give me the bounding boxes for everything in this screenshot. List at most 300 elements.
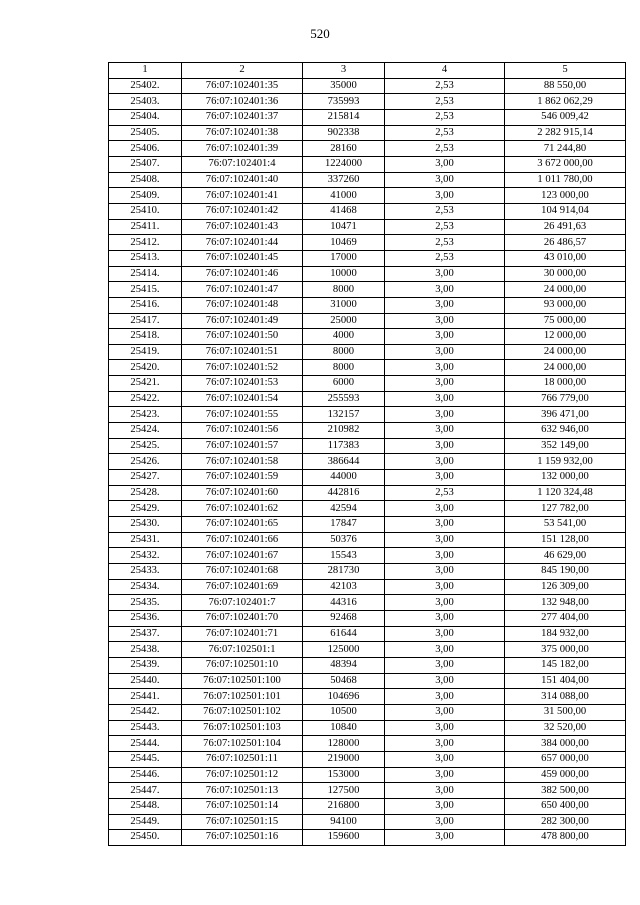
- amount-cell: 1 120 324,48: [505, 485, 626, 501]
- cadastral-number-cell: 76:07:102401:49: [182, 313, 303, 329]
- amount-cell: 12 000,00: [505, 329, 626, 345]
- area-cell: 215814: [303, 109, 385, 125]
- amount-cell: 31 500,00: [505, 704, 626, 720]
- area-cell: 6000: [303, 376, 385, 392]
- row-number-cell: 25433.: [109, 564, 182, 580]
- area-cell: 15543: [303, 548, 385, 564]
- amount-cell: 384 000,00: [505, 736, 626, 752]
- area-cell: 42594: [303, 501, 385, 517]
- rate-cell: 3,00: [385, 501, 505, 517]
- amount-cell: 151 128,00: [505, 532, 626, 548]
- row-number-cell: 25406.: [109, 141, 182, 157]
- rate-cell: 2,53: [385, 250, 505, 266]
- table-row: [109, 689, 626, 705]
- area-cell: 153000: [303, 767, 385, 783]
- amount-cell: 145 182,00: [505, 657, 626, 673]
- rate-cell: 2,53: [385, 141, 505, 157]
- table-row: [109, 501, 626, 517]
- column-header-2: 2: [182, 63, 303, 79]
- amount-cell: 282 300,00: [505, 814, 626, 830]
- amount-cell: 277 404,00: [505, 610, 626, 626]
- cadastral-number-cell: 76:07:102401:59: [182, 470, 303, 486]
- amount-cell: 53 541,00: [505, 517, 626, 533]
- cadastral-number-cell: 76:07:102401:52: [182, 360, 303, 376]
- row-number-cell: 25411.: [109, 219, 182, 235]
- cadastral-number-cell: 76:07:102401:41: [182, 188, 303, 204]
- rate-cell: 2,53: [385, 109, 505, 125]
- table-row: [109, 783, 626, 799]
- rate-cell: 3,00: [385, 767, 505, 783]
- rate-cell: 3,00: [385, 798, 505, 814]
- rate-cell: 3,00: [385, 376, 505, 392]
- rate-cell: 2,53: [385, 94, 505, 110]
- rate-cell: 3,00: [385, 313, 505, 329]
- cadastral-number-cell: 76:07:102401:58: [182, 454, 303, 470]
- table-row: [109, 344, 626, 360]
- row-number-cell: 25429.: [109, 501, 182, 517]
- row-number-cell: 25435.: [109, 595, 182, 611]
- row-number-cell: 25449.: [109, 814, 182, 830]
- header-row: [109, 63, 626, 79]
- row-number-cell: 25444.: [109, 736, 182, 752]
- row-number-cell: 25423.: [109, 407, 182, 423]
- area-cell: 337260: [303, 172, 385, 188]
- rate-cell: 3,00: [385, 454, 505, 470]
- amount-cell: 657 000,00: [505, 751, 626, 767]
- amount-cell: 18 000,00: [505, 376, 626, 392]
- table-row: [109, 830, 626, 846]
- rate-cell: 3,00: [385, 642, 505, 658]
- row-number-cell: 25440.: [109, 673, 182, 689]
- amount-cell: 1 862 062,29: [505, 94, 626, 110]
- amount-cell: 46 629,00: [505, 548, 626, 564]
- amount-cell: 88 550,00: [505, 78, 626, 94]
- cadastral-number-cell: 76:07:102501:13: [182, 783, 303, 799]
- amount-cell: 104 914,04: [505, 203, 626, 219]
- row-number-cell: 25408.: [109, 172, 182, 188]
- table-row: [109, 720, 626, 736]
- amount-cell: 127 782,00: [505, 501, 626, 517]
- rate-cell: 3,00: [385, 720, 505, 736]
- cadastral-number-cell: 76:07:102401:37: [182, 109, 303, 125]
- table-row: [109, 610, 626, 626]
- rate-cell: 3,00: [385, 814, 505, 830]
- row-number-cell: 25425.: [109, 438, 182, 454]
- table-row: [109, 532, 626, 548]
- table-row: [109, 172, 626, 188]
- cadastral-number-cell: 76:07:102501:11: [182, 751, 303, 767]
- rate-cell: 2,53: [385, 78, 505, 94]
- cadastral-number-cell: 76:07:102401:7: [182, 595, 303, 611]
- amount-cell: 93 000,00: [505, 297, 626, 313]
- rate-cell: 3,00: [385, 517, 505, 533]
- table-row: [109, 548, 626, 564]
- cadastral-number-cell: 76:07:102401:54: [182, 391, 303, 407]
- cadastral-number-cell: 76:07:102401:35: [182, 78, 303, 94]
- cadastral-number-cell: 76:07:102401:56: [182, 423, 303, 439]
- row-number-cell: 25404.: [109, 109, 182, 125]
- amount-cell: 632 946,00: [505, 423, 626, 439]
- rate-cell: 3,00: [385, 564, 505, 580]
- table-body: [109, 78, 626, 845]
- amount-cell: 845 190,00: [505, 564, 626, 580]
- amount-cell: 396 471,00: [505, 407, 626, 423]
- rate-cell: 2,53: [385, 235, 505, 251]
- row-number-cell: 25415.: [109, 282, 182, 298]
- row-number-cell: 25413.: [109, 250, 182, 266]
- table-row: [109, 470, 626, 486]
- rate-cell: 3,00: [385, 657, 505, 673]
- amount-cell: 151 404,00: [505, 673, 626, 689]
- amount-cell: 375 000,00: [505, 642, 626, 658]
- table-row: [109, 751, 626, 767]
- amount-cell: 382 500,00: [505, 783, 626, 799]
- table-row: [109, 78, 626, 94]
- rate-cell: 3,00: [385, 470, 505, 486]
- table-row: [109, 141, 626, 157]
- table-row: [109, 485, 626, 501]
- area-cell: 50376: [303, 532, 385, 548]
- rate-cell: 3,00: [385, 689, 505, 705]
- row-number-cell: 25428.: [109, 485, 182, 501]
- amount-cell: 1 159 932,00: [505, 454, 626, 470]
- column-header-1: 1: [109, 63, 182, 79]
- area-cell: 1224000: [303, 156, 385, 172]
- row-number-cell: 25414.: [109, 266, 182, 282]
- table-row: [109, 673, 626, 689]
- row-number-cell: 25446.: [109, 767, 182, 783]
- rate-cell: 2,53: [385, 125, 505, 141]
- amount-cell: 478 800,00: [505, 830, 626, 846]
- rate-cell: 3,00: [385, 282, 505, 298]
- cadastral-number-cell: 76:07:102501:101: [182, 689, 303, 705]
- table-row: [109, 579, 626, 595]
- area-cell: 127500: [303, 783, 385, 799]
- table-row: [109, 188, 626, 204]
- table-row: [109, 266, 626, 282]
- cadastral-number-cell: 76:07:102401:70: [182, 610, 303, 626]
- rate-cell: 3,00: [385, 595, 505, 611]
- table-row: [109, 454, 626, 470]
- cadastral-number-cell: 76:07:102401:71: [182, 626, 303, 642]
- cadastral-number-cell: 76:07:102401:4: [182, 156, 303, 172]
- table-row: [109, 235, 626, 251]
- data-table: [108, 62, 626, 846]
- amount-cell: 314 088,00: [505, 689, 626, 705]
- cadastral-number-cell: 76:07:102401:55: [182, 407, 303, 423]
- cadastral-number-cell: 76:07:102501:10: [182, 657, 303, 673]
- area-cell: 8000: [303, 360, 385, 376]
- area-cell: 4000: [303, 329, 385, 345]
- table-row: [109, 203, 626, 219]
- table-row: [109, 407, 626, 423]
- row-number-cell: 25427.: [109, 470, 182, 486]
- row-number-cell: 25403.: [109, 94, 182, 110]
- row-number-cell: 25437.: [109, 626, 182, 642]
- row-number-cell: 25447.: [109, 783, 182, 799]
- area-cell: 219000: [303, 751, 385, 767]
- amount-cell: 26 486,57: [505, 235, 626, 251]
- cadastral-number-cell: 76:07:102401:43: [182, 219, 303, 235]
- table-row: [109, 219, 626, 235]
- area-cell: 48394: [303, 657, 385, 673]
- area-cell: 210982: [303, 423, 385, 439]
- table-row: [109, 798, 626, 814]
- area-cell: 41000: [303, 188, 385, 204]
- cadastral-number-cell: 76:07:102401:65: [182, 517, 303, 533]
- cadastral-number-cell: 76:07:102501:12: [182, 767, 303, 783]
- cadastral-number-cell: 76:07:102401:38: [182, 125, 303, 141]
- rate-cell: 3,00: [385, 423, 505, 439]
- row-number-cell: 25432.: [109, 548, 182, 564]
- row-number-cell: 25418.: [109, 329, 182, 345]
- amount-cell: 459 000,00: [505, 767, 626, 783]
- cadastral-number-cell: 76:07:102401:57: [182, 438, 303, 454]
- area-cell: 132157: [303, 407, 385, 423]
- area-cell: 10500: [303, 704, 385, 720]
- table-row: [109, 250, 626, 266]
- table-row: [109, 595, 626, 611]
- table-row: [109, 391, 626, 407]
- cadastral-number-cell: 76:07:102401:50: [182, 329, 303, 345]
- cadastral-number-cell: 76:07:102401:66: [182, 532, 303, 548]
- table-row: [109, 282, 626, 298]
- area-cell: 10471: [303, 219, 385, 235]
- rate-cell: 2,53: [385, 203, 505, 219]
- area-cell: 386644: [303, 454, 385, 470]
- row-number-cell: 25422.: [109, 391, 182, 407]
- area-cell: 44316: [303, 595, 385, 611]
- amount-cell: 43 010,00: [505, 250, 626, 266]
- rate-cell: 3,00: [385, 830, 505, 846]
- rate-cell: 3,00: [385, 329, 505, 345]
- area-cell: 25000: [303, 313, 385, 329]
- cadastral-number-cell: 76:07:102401:47: [182, 282, 303, 298]
- cadastral-number-cell: 76:07:102401:40: [182, 172, 303, 188]
- table-row: [109, 360, 626, 376]
- amount-cell: 24 000,00: [505, 344, 626, 360]
- rate-cell: 3,00: [385, 626, 505, 642]
- table-row: [109, 767, 626, 783]
- cadastral-number-cell: 76:07:102501:1: [182, 642, 303, 658]
- row-number-cell: 25420.: [109, 360, 182, 376]
- area-cell: 31000: [303, 297, 385, 313]
- area-cell: 17000: [303, 250, 385, 266]
- row-number-cell: 25430.: [109, 517, 182, 533]
- row-number-cell: 25450.: [109, 830, 182, 846]
- row-number-cell: 25439.: [109, 657, 182, 673]
- rate-cell: 3,00: [385, 673, 505, 689]
- amount-cell: 184 932,00: [505, 626, 626, 642]
- area-cell: 442816: [303, 485, 385, 501]
- amount-cell: 546 009,42: [505, 109, 626, 125]
- row-number-cell: 25436.: [109, 610, 182, 626]
- amount-cell: 126 309,00: [505, 579, 626, 595]
- amount-cell: 26 491,63: [505, 219, 626, 235]
- area-cell: 255593: [303, 391, 385, 407]
- area-cell: 94100: [303, 814, 385, 830]
- column-header-4: 4: [385, 63, 505, 79]
- cadastral-number-cell: 76:07:102501:14: [182, 798, 303, 814]
- rate-cell: 3,00: [385, 360, 505, 376]
- row-number-cell: 25431.: [109, 532, 182, 548]
- cadastral-number-cell: 76:07:102401:39: [182, 141, 303, 157]
- cadastral-number-cell: 76:07:102501:102: [182, 704, 303, 720]
- rate-cell: 3,00: [385, 438, 505, 454]
- area-cell: 125000: [303, 642, 385, 658]
- amount-cell: 1 011 780,00: [505, 172, 626, 188]
- cadastral-number-cell: 76:07:102401:68: [182, 564, 303, 580]
- area-cell: 28160: [303, 141, 385, 157]
- column-header-5: 5: [505, 63, 626, 79]
- table-row: [109, 376, 626, 392]
- cadastral-number-cell: 76:07:102401:45: [182, 250, 303, 266]
- row-number-cell: 25434.: [109, 579, 182, 595]
- area-cell: 10000: [303, 266, 385, 282]
- row-number-cell: 25410.: [109, 203, 182, 219]
- area-cell: 42103: [303, 579, 385, 595]
- row-number-cell: 25445.: [109, 751, 182, 767]
- row-number-cell: 25417.: [109, 313, 182, 329]
- table-row: [109, 814, 626, 830]
- rate-cell: 3,00: [385, 266, 505, 282]
- table-row: [109, 297, 626, 313]
- area-cell: 61644: [303, 626, 385, 642]
- row-number-cell: 25402.: [109, 78, 182, 94]
- rate-cell: 3,00: [385, 704, 505, 720]
- area-cell: 735993: [303, 94, 385, 110]
- area-cell: 902338: [303, 125, 385, 141]
- area-cell: 50468: [303, 673, 385, 689]
- area-cell: 281730: [303, 564, 385, 580]
- row-number-cell: 25442.: [109, 704, 182, 720]
- area-cell: 104696: [303, 689, 385, 705]
- table-header: [109, 63, 626, 79]
- row-number-cell: 25416.: [109, 297, 182, 313]
- amount-cell: 2 282 915,14: [505, 125, 626, 141]
- table-row: [109, 704, 626, 720]
- rate-cell: 2,53: [385, 219, 505, 235]
- rate-cell: 3,00: [385, 407, 505, 423]
- rate-cell: 3,00: [385, 297, 505, 313]
- table-row: [109, 736, 626, 752]
- rate-cell: 3,00: [385, 610, 505, 626]
- rate-cell: 3,00: [385, 344, 505, 360]
- rate-cell: 2,53: [385, 485, 505, 501]
- area-cell: 44000: [303, 470, 385, 486]
- amount-cell: 132 948,00: [505, 595, 626, 611]
- rate-cell: 3,00: [385, 156, 505, 172]
- table-row: [109, 657, 626, 673]
- table-row: [109, 94, 626, 110]
- cadastral-number-cell: 76:07:102401:44: [182, 235, 303, 251]
- table-row: [109, 109, 626, 125]
- area-cell: 216800: [303, 798, 385, 814]
- rate-cell: 3,00: [385, 548, 505, 564]
- amount-cell: 132 000,00: [505, 470, 626, 486]
- area-cell: 41468: [303, 203, 385, 219]
- cadastral-number-cell: 76:07:102401:62: [182, 501, 303, 517]
- cadastral-number-cell: 76:07:102401:46: [182, 266, 303, 282]
- area-cell: 10840: [303, 720, 385, 736]
- cadastral-number-cell: 76:07:102401:69: [182, 579, 303, 595]
- row-number-cell: 25405.: [109, 125, 182, 141]
- page-number: 520: [310, 26, 330, 41]
- area-cell: 17847: [303, 517, 385, 533]
- table-row: [109, 423, 626, 439]
- table-row: [109, 438, 626, 454]
- area-cell: 35000: [303, 78, 385, 94]
- amount-cell: 650 400,00: [505, 798, 626, 814]
- row-number-cell: 25443.: [109, 720, 182, 736]
- amount-cell: 32 520,00: [505, 720, 626, 736]
- cadastral-number-cell: 76:07:102501:15: [182, 814, 303, 830]
- cadastral-number-cell: 76:07:102401:51: [182, 344, 303, 360]
- rate-cell: 3,00: [385, 751, 505, 767]
- column-header-3: 3: [303, 63, 385, 79]
- table-row: [109, 517, 626, 533]
- cadastral-number-cell: 76:07:102501:104: [182, 736, 303, 752]
- amount-cell: 75 000,00: [505, 313, 626, 329]
- row-number-cell: 25438.: [109, 642, 182, 658]
- row-number-cell: 25426.: [109, 454, 182, 470]
- cadastral-number-cell: 76:07:102401:60: [182, 485, 303, 501]
- amount-cell: 766 779,00: [505, 391, 626, 407]
- rate-cell: 3,00: [385, 532, 505, 548]
- row-number-cell: 25409.: [109, 188, 182, 204]
- rate-cell: 3,00: [385, 188, 505, 204]
- amount-cell: 3 672 000,00: [505, 156, 626, 172]
- amount-cell: 24 000,00: [505, 282, 626, 298]
- row-number-cell: 25412.: [109, 235, 182, 251]
- table-row: [109, 125, 626, 141]
- amount-cell: 24 000,00: [505, 360, 626, 376]
- rate-cell: 3,00: [385, 579, 505, 595]
- table-row: [109, 156, 626, 172]
- rate-cell: 3,00: [385, 783, 505, 799]
- cadastral-number-cell: 76:07:102401:67: [182, 548, 303, 564]
- row-number-cell: 25448.: [109, 798, 182, 814]
- row-number-cell: 25441.: [109, 689, 182, 705]
- cadastral-number-cell: 76:07:102501:16: [182, 830, 303, 846]
- cadastral-number-cell: 76:07:102501:100: [182, 673, 303, 689]
- area-cell: 117383: [303, 438, 385, 454]
- table-row: [109, 626, 626, 642]
- row-number-cell: 25407.: [109, 156, 182, 172]
- cadastral-number-cell: 76:07:102501:103: [182, 720, 303, 736]
- area-cell: 8000: [303, 344, 385, 360]
- cadastral-number-cell: 76:07:102401:36: [182, 94, 303, 110]
- row-number-cell: 25421.: [109, 376, 182, 392]
- rate-cell: 3,00: [385, 391, 505, 407]
- cadastral-number-cell: 76:07:102401:53: [182, 376, 303, 392]
- rate-cell: 3,00: [385, 172, 505, 188]
- area-cell: 10469: [303, 235, 385, 251]
- table-row: [109, 313, 626, 329]
- table-row: [109, 329, 626, 345]
- table-row: [109, 642, 626, 658]
- rate-cell: 3,00: [385, 736, 505, 752]
- amount-cell: 123 000,00: [505, 188, 626, 204]
- area-cell: 92468: [303, 610, 385, 626]
- table-row: [109, 564, 626, 580]
- amount-cell: 71 244,80: [505, 141, 626, 157]
- cadastral-number-cell: 76:07:102401:48: [182, 297, 303, 313]
- area-cell: 159600: [303, 830, 385, 846]
- amount-cell: 352 149,00: [505, 438, 626, 454]
- row-number-cell: 25419.: [109, 344, 182, 360]
- amount-cell: 30 000,00: [505, 266, 626, 282]
